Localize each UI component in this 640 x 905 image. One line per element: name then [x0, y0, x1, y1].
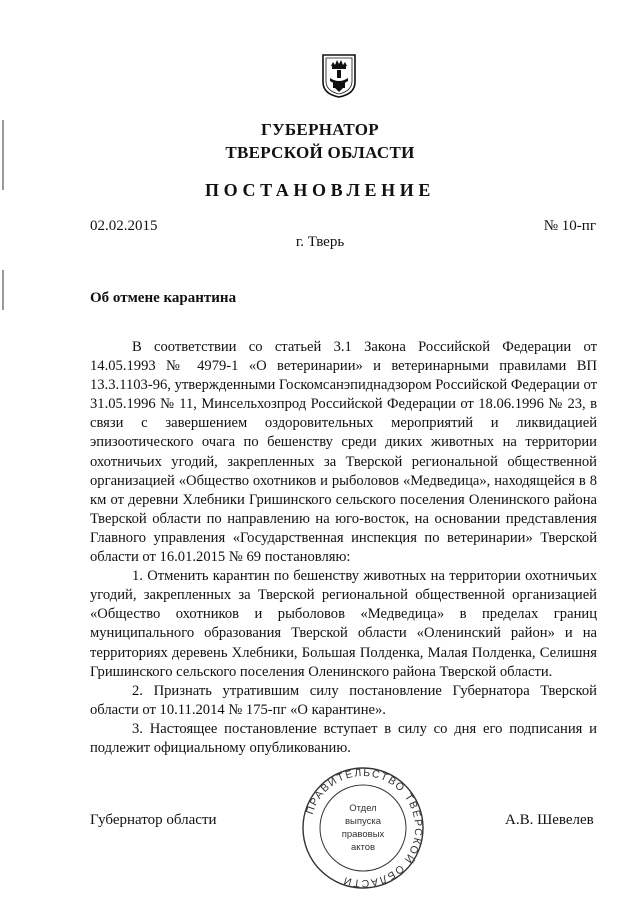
document-body: [90, 338, 597, 758]
stamp-inner-line2: выпуска: [344, 816, 382, 827]
coat-of-arms-icon: [322, 54, 356, 98]
document-number: № 10-пг: [543, 218, 596, 234]
official-stamp-seal: [300, 765, 426, 891]
body-paragraph-item-2: 2. Признать утратившим силу постановление Губернатора Тверской области от 10.11.2014 № 175-пг «О карантине».: [90, 682, 597, 718]
document-subject: Об отмене карантина: [90, 290, 237, 306]
body-paragraph-preamble: В соответствии со статьей 3.1 Закона Российской Федерации от 14.05.1993 № 4979-1 «О ветеринарии» и ветеринарными правилами ВП 13.3.1103-96, утвержденными Госкомсанэпиднадзором Российской Федерации от 31.05.1996 № 11, Минсельхозпрод Российской Федерации от 18.06.1996 № 23, в связи с завершением оздоровительных мероприятий и ликвидацией эпизоотического очага по бешенству среди диких животных на территории охотничьих угодий, закрепленных за Тверской региональной общественной организацией «Общество охотников и рыболовов «Медведица», находящейся в 8 км от деревни Хлебники Гришинского сельского поселения Оленинского района Тверской области по направлению на юго-восток, на основании представления Главного управления «Государственная инспекция по ветеринарии» Тверской области от 16.01.2015 № 69 постановляю:: [90, 339, 597, 566]
stamp-outer-text: ПРАВИТЕЛЬСТВО ТВЕРСКОЙ ОБЛАСТИ: [303, 766, 425, 890]
org-title-line2: ТВЕРСКОЙ ОБЛАСТИ: [225, 143, 415, 162]
document-type-title: ПОСТАНОВЛЕНИЕ: [205, 180, 435, 200]
document-date: 02.02.2015: [90, 218, 158, 234]
stamp-inner-line1: Отдел: [349, 803, 377, 814]
signatory-position: Губернатор области: [90, 812, 217, 828]
signatory-name: А.В. Шевелев: [505, 812, 594, 828]
document-city: г. Тверь: [295, 234, 345, 250]
org-title-line1: ГУБЕРНАТОР: [261, 120, 379, 139]
scan-edge-mark: [2, 270, 4, 310]
body-paragraph-item-3: 3. Настоящее постановление вступает в силу со дня его подписания и подлежит официальному опубликованию.: [90, 720, 597, 756]
body-paragraph-item-1: 1. Отменить карантин по бешенству животных на территории охотничьих угодий, закрепленных за Тверской региональной общественной организацией «Общество охотников и рыболовов «Медведица» в пределах границ муниципального образования Тверской области «Оленинский район» и на территориях деревень Хлебники, Большая Полденка, Малая Полденка, Селишня Гришинского сельского поселения Оленинского района Тверской области.: [90, 568, 597, 680]
stamp-inner-line3: правовых: [341, 829, 385, 840]
stamp-inner-line4: актов: [350, 842, 376, 853]
